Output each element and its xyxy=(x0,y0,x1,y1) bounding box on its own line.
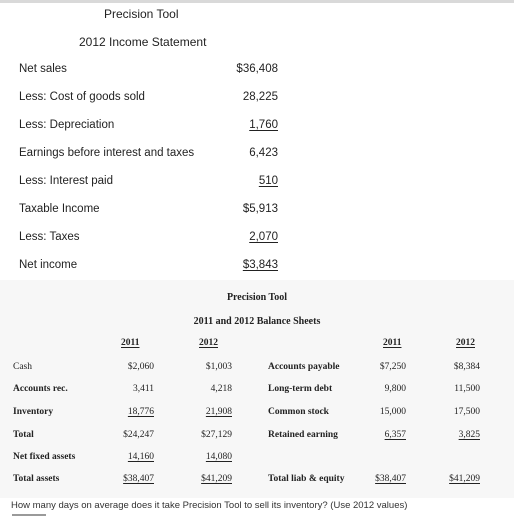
truncated-answer xyxy=(12,513,72,517)
is-row-taxes xyxy=(0,231,300,247)
is-value: 2,070 xyxy=(249,231,278,243)
bs-asset-2012: $41,209 xyxy=(201,474,232,484)
bs-row-total xyxy=(0,430,514,444)
is-row-net-income xyxy=(0,259,300,275)
bs-liab-label: Long-term debt xyxy=(268,384,333,394)
bs-liab-2011: $7,250 xyxy=(379,362,406,372)
is-row-ebit xyxy=(0,147,300,163)
is-value: 510 xyxy=(258,175,278,187)
balance-sheet-title: 2011 and 2012 Balance Sheets xyxy=(193,316,321,327)
is-label: Taxable Income xyxy=(19,203,100,215)
balance-sheet-company: Precision Tool xyxy=(226,292,288,303)
balance-sheet xyxy=(0,280,514,498)
is-row-depreciation xyxy=(0,119,300,135)
is-row-taxable-income xyxy=(0,203,300,219)
is-label: Less: Depreciation xyxy=(19,119,115,131)
is-value: $36,408 xyxy=(236,63,278,75)
bs-asset-2011: 14,160 xyxy=(127,452,154,462)
liab-year-2011: 2011 xyxy=(383,338,402,348)
bs-asset-2011: 3,411 xyxy=(132,384,154,394)
is-value: $3,843 xyxy=(242,259,278,271)
bs-liab-2012: 11,500 xyxy=(454,384,480,394)
bs-liab-label: Total liab & equity xyxy=(268,474,345,484)
assets-year-2011: 2011 xyxy=(121,338,140,348)
bs-asset-2012: $27,129 xyxy=(201,430,232,440)
bs-liab-label: Accounts payable xyxy=(268,362,340,372)
is-label: Net income xyxy=(19,259,78,271)
bs-liab-2012: 3,825 xyxy=(458,430,480,440)
bs-asset-label: Cash xyxy=(13,362,32,372)
bs-asset-label: Total assets xyxy=(13,474,60,484)
is-value: 6,423 xyxy=(249,147,278,159)
assets-year-2012: 2012 xyxy=(199,338,218,348)
bs-asset-label: Net fixed assets xyxy=(13,452,76,462)
liab-year-2012: 2012 xyxy=(456,338,475,348)
bs-liab-2011: 6,357 xyxy=(384,430,406,440)
bs-asset-2011: $24,247 xyxy=(123,430,154,440)
bs-asset-2012: 21,908 xyxy=(205,407,232,417)
bs-liab-2012: $41,209 xyxy=(449,474,480,484)
is-label: Less: Cost of goods sold xyxy=(19,91,145,103)
is-label: Less: Interest paid xyxy=(19,175,113,187)
bs-row-total-assets xyxy=(0,474,514,488)
bs-asset-2011: $2,060 xyxy=(127,362,154,372)
bs-asset-2011: 18,776 xyxy=(127,407,154,417)
bs-liab-2011: 9,800 xyxy=(384,384,406,394)
bs-liab-2012: $8,384 xyxy=(453,362,480,372)
bs-asset-2012: 14,080 xyxy=(205,452,232,462)
bs-liab-2011: $38,407 xyxy=(375,474,406,484)
is-row-net-sales xyxy=(0,63,300,79)
bs-row-accounts-rec xyxy=(0,384,514,398)
question-text: How many days on average does it take Precision Tool to sell its inventory? (Use 2012 values) xyxy=(11,500,408,511)
bs-row-net-fixed-assets xyxy=(0,452,514,466)
is-row-interest xyxy=(0,175,300,191)
is-row-cogs xyxy=(0,91,300,107)
is-value: 28,225 xyxy=(242,91,278,103)
is-label: Net sales xyxy=(19,63,67,75)
income-statement-company: Precision Tool xyxy=(104,7,179,21)
is-value: 1,760 xyxy=(249,119,278,131)
is-value: $5,913 xyxy=(242,203,278,215)
is-label: Earnings before interest and taxes xyxy=(19,147,195,159)
bs-liab-label: Retained earning xyxy=(268,430,338,440)
bs-row-cash xyxy=(0,362,514,376)
bs-liab-2012: 17,500 xyxy=(453,407,480,417)
bs-liab-2011: 15,000 xyxy=(379,407,406,417)
bs-asset-2012: 4,218 xyxy=(210,384,232,394)
is-label: Less: Taxes xyxy=(19,231,80,243)
bs-asset-2011: $38,407 xyxy=(123,474,154,484)
bs-asset-label: Accounts rec. xyxy=(13,384,68,394)
bs-asset-label: Inventory xyxy=(13,407,54,417)
income-statement-title: 2012 Income Statement xyxy=(79,35,207,49)
bs-asset-label: Total xyxy=(13,430,34,440)
bs-asset-2012: $1,003 xyxy=(205,362,232,372)
bs-liab-label: Common stock xyxy=(268,407,329,417)
bs-row-inventory xyxy=(0,407,514,421)
